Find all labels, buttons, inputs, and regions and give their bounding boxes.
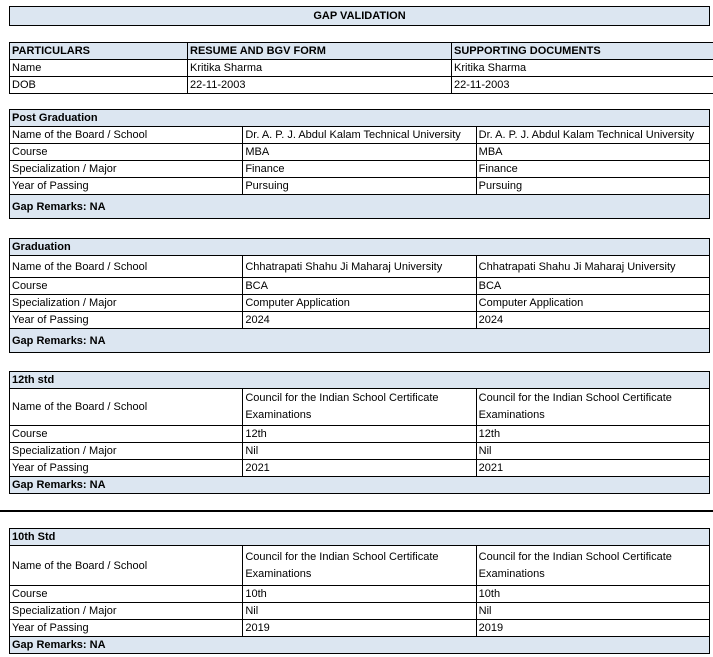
row-label: Name of the Board / School [10,546,243,586]
table-row [10,256,710,278]
row-label: Course [10,586,243,603]
table-row [10,312,710,329]
docs-value: 22-11-2003 [452,77,713,94]
section-heading: Post Graduation [10,110,710,127]
gap-remarks: Gap Remarks: NA [10,637,710,654]
table-row [10,443,710,460]
table-row [10,586,710,603]
table-row [10,278,710,295]
section-graduation [9,238,710,353]
gap-remarks: Gap Remarks: NA [10,195,710,219]
docs-value: BCA [476,278,709,295]
resume-value: 2021 [243,460,476,477]
row-label: Name [10,60,188,77]
resume-value: MBA [243,144,476,161]
table-row [10,460,710,477]
resume-value: 10th [243,586,476,603]
docs-value: 2019 [476,620,709,637]
resume-value: 2024 [243,312,476,329]
resume-value: Dr. A. P. J. Abdul Kalam Technical University [243,127,476,144]
section-post-graduation [9,109,710,219]
docs-value: Computer Application [476,295,709,312]
row-label: Name of the Board / School [10,389,243,426]
page-title: GAP VALIDATION [9,6,710,26]
table-row [10,178,710,195]
docs-value: Council for the Indian School Certificate Examinations [476,546,709,586]
table-row [10,77,713,94]
section-heading: 12th std [10,372,710,389]
resume-value: BCA [243,278,476,295]
section-divider [0,510,713,512]
row-label: Specialization / Major [10,161,243,178]
row-label: Year of Passing [10,460,243,477]
header-row [10,43,713,60]
docs-value: Kritika Sharma [452,60,713,77]
table-row [10,60,713,77]
resume-value: 2019 [243,620,476,637]
row-label: Course [10,426,243,443]
table-row [10,127,710,144]
table-row [10,546,710,586]
row-label: Name of the Board / School [10,127,243,144]
row-label: DOB [10,77,188,94]
row-label: Course [10,278,243,295]
table-row [10,620,710,637]
resume-value: Council for the Indian School Certificate Examinations [243,546,476,586]
resume-value: Chhatrapati Shahu Ji Maharaj University [243,256,476,278]
header-particulars: PARTICULARS [10,43,188,60]
table-row [10,426,710,443]
docs-value: Nil [476,443,709,460]
row-label: Year of Passing [10,312,243,329]
docs-value: Finance [476,161,709,178]
table-row [10,161,710,178]
row-label: Name of the Board / School [10,256,243,278]
row-label: Year of Passing [10,620,243,637]
docs-value: Chhatrapati Shahu Ji Maharaj University [476,256,709,278]
resume-value: Kritika Sharma [188,60,452,77]
docs-value: Dr. A. P. J. Abdul Kalam Technical University [476,127,709,144]
docs-value: Council for the Indian School Certificate Examinations [476,389,709,426]
resume-value: Finance [243,161,476,178]
resume-value: 12th [243,426,476,443]
section-10th-std [9,528,710,654]
table-row [10,295,710,312]
docs-value: MBA [476,144,709,161]
section-heading: 10th Std [10,529,710,546]
docs-value: 12th [476,426,709,443]
docs-value: 2021 [476,460,709,477]
docs-value: 2024 [476,312,709,329]
row-label: Specialization / Major [10,295,243,312]
section-12th-std [9,371,710,494]
row-label: Year of Passing [10,178,243,195]
docs-value: Pursuing [476,178,709,195]
resume-value: Computer Application [243,295,476,312]
docs-value: Nil [476,603,709,620]
resume-value: 22-11-2003 [188,77,452,94]
header-documents: SUPPORTING DOCUMENTS [452,43,713,60]
table-row [10,144,710,161]
section-heading: Graduation [10,239,710,256]
resume-value: Council for the Indian School Certificate Examinations [243,389,476,426]
row-label: Course [10,144,243,161]
resume-value: Nil [243,443,476,460]
row-label: Specialization / Major [10,603,243,620]
table-row [10,603,710,620]
gap-remarks: Gap Remarks: NA [10,329,710,353]
header-resume: RESUME AND BGV FORM [188,43,452,60]
gap-remarks: Gap Remarks: NA [10,477,710,494]
docs-value: 10th [476,586,709,603]
particulars-table [9,42,710,94]
resume-value: Nil [243,603,476,620]
resume-value: Pursuing [243,178,476,195]
table-row [10,389,710,426]
row-label: Specialization / Major [10,443,243,460]
